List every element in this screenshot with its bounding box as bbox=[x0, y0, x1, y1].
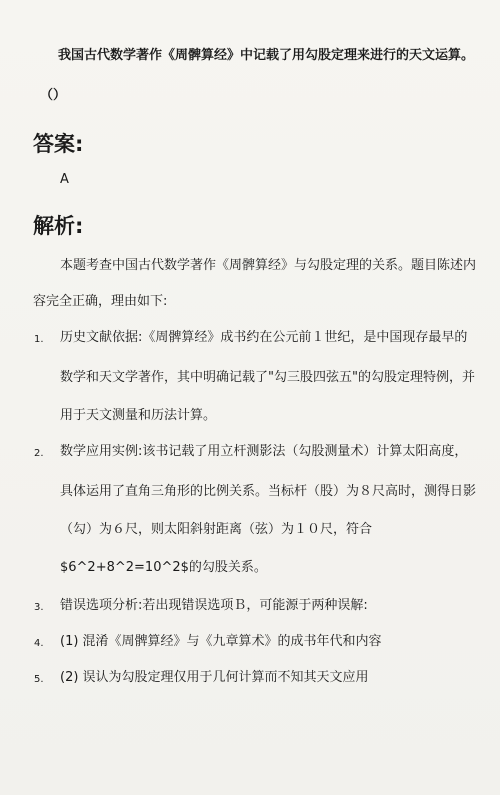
item-1-line-3: 用于天文测量和历法计算。 bbox=[60, 408, 217, 423]
item-2-line-4: $6^2+8^2=10^2$的勾股关系。 bbox=[60, 560, 267, 575]
item-2-line-3: （勾）为６尺，则太阳斜射距离（弦）为１０尺，符合 bbox=[60, 522, 373, 537]
answer-value: A bbox=[60, 172, 69, 187]
answer-blank: （） bbox=[40, 88, 67, 103]
item-2-line-1: 数学应用实例:该书记载了用立杆测影法（勾股测量术）计算太阳高度， bbox=[60, 444, 468, 459]
list-number-5: 5. bbox=[34, 674, 44, 685]
list-number-4: 4. bbox=[34, 638, 44, 649]
item-1-line-1: 历史文献依据:《周髀算经》成书约在公元前１世纪，是中国现存最早的 bbox=[60, 330, 468, 345]
analysis-intro-line-1: 本题考查中国古代数学著作《周髀算经》与勾股定理的关系。题目陈述内 bbox=[60, 258, 477, 273]
answer-heading: 答案: bbox=[33, 132, 84, 156]
list-number-1: 1. bbox=[34, 334, 44, 345]
item-1-line-2: 数学和天文学著作，其中明确记载了"勾三股四弦五"的勾股定理特例，并 bbox=[60, 370, 475, 385]
question-text: 我国古代数学著作《周髀算经》中记载了用勾股定理来进行的天文运算。 bbox=[58, 48, 475, 63]
item-5-line-1: (2) 误认为勾股定理仅用于几何计算而不知其天文应用 bbox=[60, 670, 369, 685]
item-4-line-1: (1) 混淆《周髀算经》与《九章算术》的成书年代和内容 bbox=[60, 634, 382, 649]
item-3-line-1: 错误选项分析:若出现错误选项Ｂ，可能源于两种误解: bbox=[60, 598, 368, 613]
analysis-intro-line-2: 容完全正确，理由如下: bbox=[33, 294, 168, 309]
list-number-2: 2. bbox=[34, 448, 44, 459]
item-2-line-2: 具体运用了直角三角形的比例关系。当标杆（股）为８尺高时，测得日影 bbox=[60, 484, 477, 499]
list-number-3: 3. bbox=[34, 602, 44, 613]
analysis-heading: 解析: bbox=[33, 214, 84, 238]
